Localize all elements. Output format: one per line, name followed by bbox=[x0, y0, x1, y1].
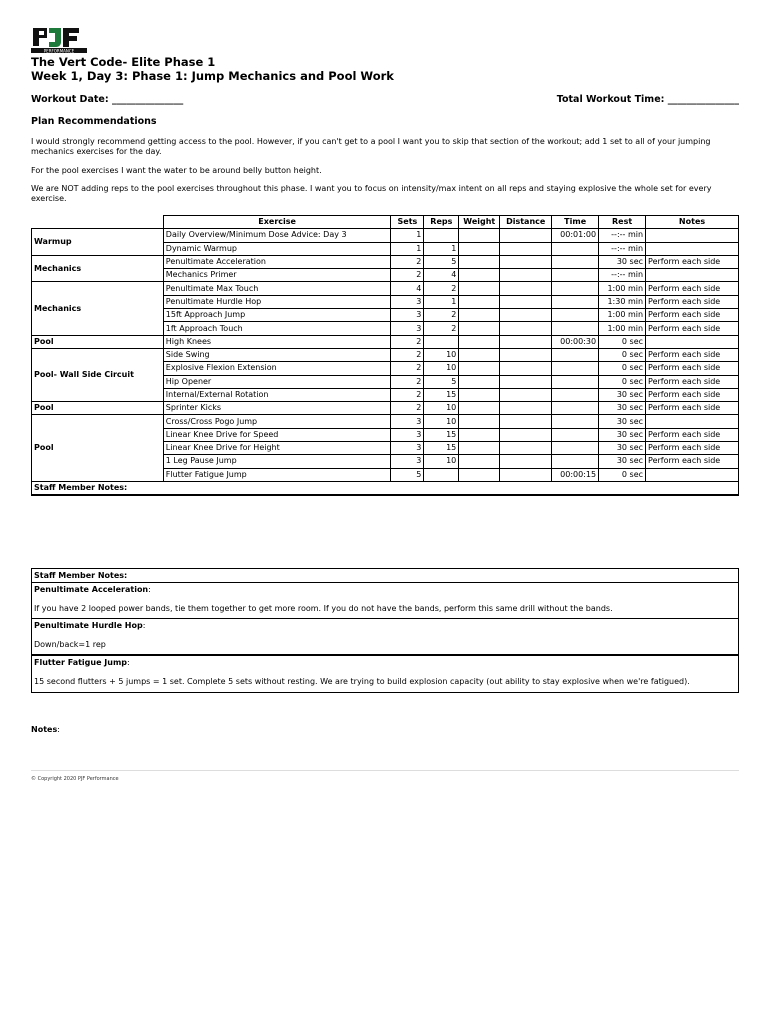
distance-cell bbox=[500, 229, 552, 242]
exercise-cell: Sprinter Kicks bbox=[163, 402, 391, 415]
table-row bbox=[32, 229, 739, 242]
reps-cell bbox=[424, 468, 459, 481]
notes-cell: Perform each side bbox=[646, 375, 739, 388]
reps-cell: 2 bbox=[424, 309, 459, 322]
time-cell: 00:00:30 bbox=[552, 335, 599, 348]
document-title bbox=[31, 55, 394, 83]
weight-cell bbox=[459, 428, 500, 441]
sets-cell: 3 bbox=[391, 309, 424, 322]
rest-cell: --:-- min bbox=[599, 242, 646, 255]
sets-cell: 2 bbox=[391, 402, 424, 415]
notes-cell: Perform each side bbox=[646, 295, 739, 308]
distance-cell bbox=[500, 455, 552, 468]
time-cell bbox=[552, 269, 599, 282]
col-weight: Weight bbox=[459, 216, 500, 229]
weight-cell bbox=[459, 442, 500, 455]
col-time: Time bbox=[552, 216, 599, 229]
distance-cell bbox=[500, 335, 552, 348]
reps-cell: 10 bbox=[424, 348, 459, 361]
notes-label: Notes: bbox=[31, 725, 60, 734]
staff-note-name: Penultimate Acceleration bbox=[34, 585, 149, 594]
sets-cell: 2 bbox=[391, 348, 424, 361]
sets-cell: 3 bbox=[391, 442, 424, 455]
staff-notes-box bbox=[31, 568, 739, 693]
weight-cell bbox=[459, 269, 500, 282]
col-rest: Rest bbox=[599, 216, 646, 229]
workout-date-field: Workout Date: _______________ bbox=[31, 94, 184, 105]
notes-cell: Perform each side bbox=[646, 428, 739, 441]
rest-cell: 30 sec bbox=[599, 388, 646, 401]
weight-cell bbox=[459, 362, 500, 375]
reps-cell: 4 bbox=[424, 269, 459, 282]
weight-cell bbox=[459, 348, 500, 361]
staff-note-flutter-fatigue-jump: Flutter Fatigue Jump: 15 second flutters + 5 jumps = 1 set. Complete 5 sets without resting. We are trying to build explosion capacity (out ability to stay explosive when we're fatigued). bbox=[32, 656, 738, 692]
table-row bbox=[32, 415, 739, 428]
exercise-cell: High Knees bbox=[163, 335, 391, 348]
distance-cell bbox=[500, 295, 552, 308]
pjf-logo bbox=[31, 26, 87, 54]
weight-cell bbox=[459, 402, 500, 415]
reps-cell: 10 bbox=[424, 455, 459, 468]
reps-cell: 15 bbox=[424, 428, 459, 441]
rest-cell: 0 sec bbox=[599, 375, 646, 388]
distance-cell bbox=[500, 322, 552, 335]
time-cell: 00:00:15 bbox=[552, 468, 599, 481]
notes-cell bbox=[646, 229, 739, 242]
distance-cell bbox=[500, 468, 552, 481]
exercise-cell: Linear Knee Drive for Height bbox=[163, 442, 391, 455]
reps-cell: 15 bbox=[424, 442, 459, 455]
distance-cell bbox=[500, 282, 552, 295]
time-cell bbox=[552, 388, 599, 401]
notes-cell: Perform each side bbox=[646, 309, 739, 322]
staff-note-text: Down/back=1 rep bbox=[34, 640, 106, 649]
exercise-cell: Hip Opener bbox=[163, 375, 391, 388]
weight-cell bbox=[459, 295, 500, 308]
notes-cell: Perform each side bbox=[646, 402, 739, 415]
workout-table-body bbox=[32, 229, 739, 495]
group-label: Pool- Wall Side Circuit bbox=[32, 348, 164, 401]
reps-cell: 10 bbox=[424, 362, 459, 375]
notes-cell: Perform each side bbox=[646, 282, 739, 295]
reps-cell: 1 bbox=[424, 295, 459, 308]
sets-cell: 1 bbox=[391, 242, 424, 255]
staff-notes-title: Staff Member Notes: bbox=[32, 569, 738, 583]
rest-cell: 1:00 min bbox=[599, 322, 646, 335]
svg-text:PERFORMANCE: PERFORMANCE bbox=[43, 48, 75, 54]
rest-cell: 30 sec bbox=[599, 415, 646, 428]
distance-cell bbox=[500, 428, 552, 441]
group-label: Pool bbox=[32, 402, 164, 415]
rest-cell: 1:30 min bbox=[599, 295, 646, 308]
table-row bbox=[32, 348, 739, 361]
sets-cell: 2 bbox=[391, 388, 424, 401]
exercise-cell: 1 Leg Pause Jump bbox=[163, 455, 391, 468]
notes-cell: Perform each side bbox=[646, 442, 739, 455]
weight-cell bbox=[459, 335, 500, 348]
staff-note-name: Penultimate Hurdle Hop bbox=[34, 621, 143, 630]
reps-cell: 10 bbox=[424, 402, 459, 415]
group-label: Mechanics bbox=[32, 282, 164, 335]
exercise-cell: Linear Knee Drive for Speed bbox=[163, 428, 391, 441]
time-cell bbox=[552, 455, 599, 468]
time-cell bbox=[552, 322, 599, 335]
footer-copyright: © Copyright 2020 PJF Performance bbox=[31, 776, 119, 782]
weight-cell bbox=[459, 282, 500, 295]
notes-cell bbox=[646, 335, 739, 348]
distance-cell bbox=[500, 415, 552, 428]
reps-cell: 2 bbox=[424, 282, 459, 295]
weight-cell bbox=[459, 375, 500, 388]
notes-cell bbox=[646, 468, 739, 481]
exercise-cell: Side Swing bbox=[163, 348, 391, 361]
sets-cell: 3 bbox=[391, 428, 424, 441]
exercise-cell: Dynamic Warmup bbox=[163, 242, 391, 255]
col-distance: Distance bbox=[500, 216, 552, 229]
time-cell bbox=[552, 295, 599, 308]
col-sets: Sets bbox=[391, 216, 424, 229]
plan-paragraph-2: For the pool exercises I want the water to be around belly button height. bbox=[31, 166, 322, 175]
distance-cell bbox=[500, 255, 552, 268]
weight-cell bbox=[459, 229, 500, 242]
col-notes: Notes bbox=[646, 216, 739, 229]
time-cell bbox=[552, 242, 599, 255]
weight-cell bbox=[459, 455, 500, 468]
exercise-cell: Penultimate Hurdle Hop bbox=[163, 295, 391, 308]
distance-cell bbox=[500, 402, 552, 415]
sets-cell: 3 bbox=[391, 415, 424, 428]
table-row bbox=[32, 402, 739, 415]
table-row bbox=[32, 335, 739, 348]
sets-cell: 3 bbox=[391, 295, 424, 308]
reps-cell: 5 bbox=[424, 255, 459, 268]
notes-cell: Perform each side bbox=[646, 322, 739, 335]
reps-cell: 1 bbox=[424, 242, 459, 255]
weight-cell bbox=[459, 255, 500, 268]
sets-cell: 1 bbox=[391, 229, 424, 242]
staff-notes-label: Staff Member Notes: bbox=[32, 481, 739, 495]
rest-cell: 0 sec bbox=[599, 362, 646, 375]
rest-cell: 30 sec bbox=[599, 442, 646, 455]
exercise-cell: Daily Overview/Minimum Dose Advice: Day 3 bbox=[163, 229, 391, 242]
distance-cell bbox=[500, 309, 552, 322]
table-row bbox=[32, 255, 739, 268]
weight-cell bbox=[459, 309, 500, 322]
time-cell bbox=[552, 255, 599, 268]
reps-cell bbox=[424, 229, 459, 242]
sets-cell: 4 bbox=[391, 282, 424, 295]
rest-cell: --:-- min bbox=[599, 229, 646, 242]
time-cell bbox=[552, 402, 599, 415]
sets-cell: 5 bbox=[391, 468, 424, 481]
exercise-cell: Flutter Fatigue Jump bbox=[163, 468, 391, 481]
distance-cell bbox=[500, 388, 552, 401]
weight-cell bbox=[459, 468, 500, 481]
notes-cell: Perform each side bbox=[646, 348, 739, 361]
notes-cell bbox=[646, 269, 739, 282]
distance-cell bbox=[500, 375, 552, 388]
staff-note-penultimate-hurdle-hop: Penultimate Hurdle Hop: Down/back=1 rep bbox=[32, 619, 738, 656]
footer-divider bbox=[31, 770, 739, 771]
table-row bbox=[32, 282, 739, 295]
weight-cell bbox=[459, 415, 500, 428]
reps-cell: 15 bbox=[424, 388, 459, 401]
exercise-cell: Mechanics Primer bbox=[163, 269, 391, 282]
reps-cell bbox=[424, 335, 459, 348]
rest-cell: 30 sec bbox=[599, 255, 646, 268]
group-label: Warmup bbox=[32, 229, 164, 256]
sets-cell: 2 bbox=[391, 255, 424, 268]
exercise-cell: 15ft Approach Jump bbox=[163, 309, 391, 322]
reps-cell: 5 bbox=[424, 375, 459, 388]
reps-cell: 2 bbox=[424, 322, 459, 335]
notes-cell: Perform each side bbox=[646, 455, 739, 468]
group-label: Pool bbox=[32, 335, 164, 348]
title-line-1: The Vert Code- Elite Phase 1 bbox=[31, 55, 216, 69]
workout-table bbox=[31, 215, 739, 496]
distance-cell bbox=[500, 348, 552, 361]
rest-cell: 30 sec bbox=[599, 428, 646, 441]
time-cell bbox=[552, 375, 599, 388]
time-cell bbox=[552, 428, 599, 441]
time-cell bbox=[552, 362, 599, 375]
notes-cell bbox=[646, 242, 739, 255]
rest-cell: 30 sec bbox=[599, 455, 646, 468]
sets-cell: 2 bbox=[391, 362, 424, 375]
exercise-cell: Penultimate Max Touch bbox=[163, 282, 391, 295]
col-reps: Reps bbox=[424, 216, 459, 229]
time-cell: 00:01:00 bbox=[552, 229, 599, 242]
group-label: Pool bbox=[32, 415, 164, 481]
plan-paragraph-1: I would strongly recommend getting access to the pool. However, if you can't get to a pool I want you to skip that section of the workout; add 1 set to all of your jumping mechanics exercises for the day. bbox=[31, 137, 711, 156]
staff-note-name: Flutter Fatigue Jump bbox=[34, 658, 128, 667]
sets-cell: 3 bbox=[391, 455, 424, 468]
sets-cell: 2 bbox=[391, 335, 424, 348]
notes-cell: Perform each side bbox=[646, 362, 739, 375]
title-line-2: Week 1, Day 3: Phase 1: Jump Mechanics and Pool Work bbox=[31, 69, 394, 83]
distance-cell bbox=[500, 242, 552, 255]
group-label: Mechanics bbox=[32, 255, 164, 282]
distance-cell bbox=[500, 442, 552, 455]
col-exercise: Exercise bbox=[163, 216, 391, 229]
rest-cell: 1:00 min bbox=[599, 309, 646, 322]
staff-note-text: 15 second flutters + 5 jumps = 1 set. Complete 5 sets without resting. We are trying to build explosion capacity (out ability to stay explosive when we're fatigued). bbox=[34, 677, 690, 686]
rest-cell: --:-- min bbox=[599, 269, 646, 282]
time-cell bbox=[552, 348, 599, 361]
rest-cell: 0 sec bbox=[599, 335, 646, 348]
exercise-cell: Internal/External Rotation bbox=[163, 388, 391, 401]
plan-heading: Plan Recommendations bbox=[31, 116, 157, 127]
notes-cell: Perform each side bbox=[646, 255, 739, 268]
rest-cell: 1:00 min bbox=[599, 282, 646, 295]
notes-cell bbox=[646, 415, 739, 428]
time-cell bbox=[552, 442, 599, 455]
exercise-cell: Cross/Cross Pogo Jump bbox=[163, 415, 391, 428]
exercise-cell: Penultimate Acceleration bbox=[163, 255, 391, 268]
exercise-cell: Explosive Flexion Extension bbox=[163, 362, 391, 375]
time-cell bbox=[552, 309, 599, 322]
rest-cell: 30 sec bbox=[599, 402, 646, 415]
staff-note-penultimate-acceleration: Penultimate Acceleration: If you have 2 looped power bands, tie them together to get more room. If you do not have the bands, perform this same drill without the bands. bbox=[32, 583, 738, 619]
notes-cell: Perform each side bbox=[646, 388, 739, 401]
rest-cell: 0 sec bbox=[599, 468, 646, 481]
reps-cell: 10 bbox=[424, 415, 459, 428]
sets-cell: 2 bbox=[391, 375, 424, 388]
workout-meta bbox=[31, 94, 739, 105]
sets-cell: 2 bbox=[391, 269, 424, 282]
exercise-cell: 1ft Approach Touch bbox=[163, 322, 391, 335]
time-cell bbox=[552, 415, 599, 428]
weight-cell bbox=[459, 322, 500, 335]
weight-cell bbox=[459, 388, 500, 401]
table-header-row bbox=[32, 216, 739, 229]
rest-cell: 0 sec bbox=[599, 348, 646, 361]
distance-cell bbox=[500, 362, 552, 375]
total-workout-time-field: Total Workout Time: _______________ bbox=[556, 94, 739, 105]
staff-notes-row bbox=[32, 481, 739, 495]
time-cell bbox=[552, 282, 599, 295]
sets-cell: 3 bbox=[391, 322, 424, 335]
distance-cell bbox=[500, 269, 552, 282]
weight-cell bbox=[459, 242, 500, 255]
staff-note-text: If you have 2 looped power bands, tie them together to get more room. If you do not have the bands, perform this same drill without the bands. bbox=[34, 604, 613, 613]
plan-paragraph-3: We are NOT adding reps to the pool exercises throughout this phase. I want you to focus on intensity/max intent on all reps and staying explosive the whole set for every exercise. bbox=[31, 184, 712, 203]
